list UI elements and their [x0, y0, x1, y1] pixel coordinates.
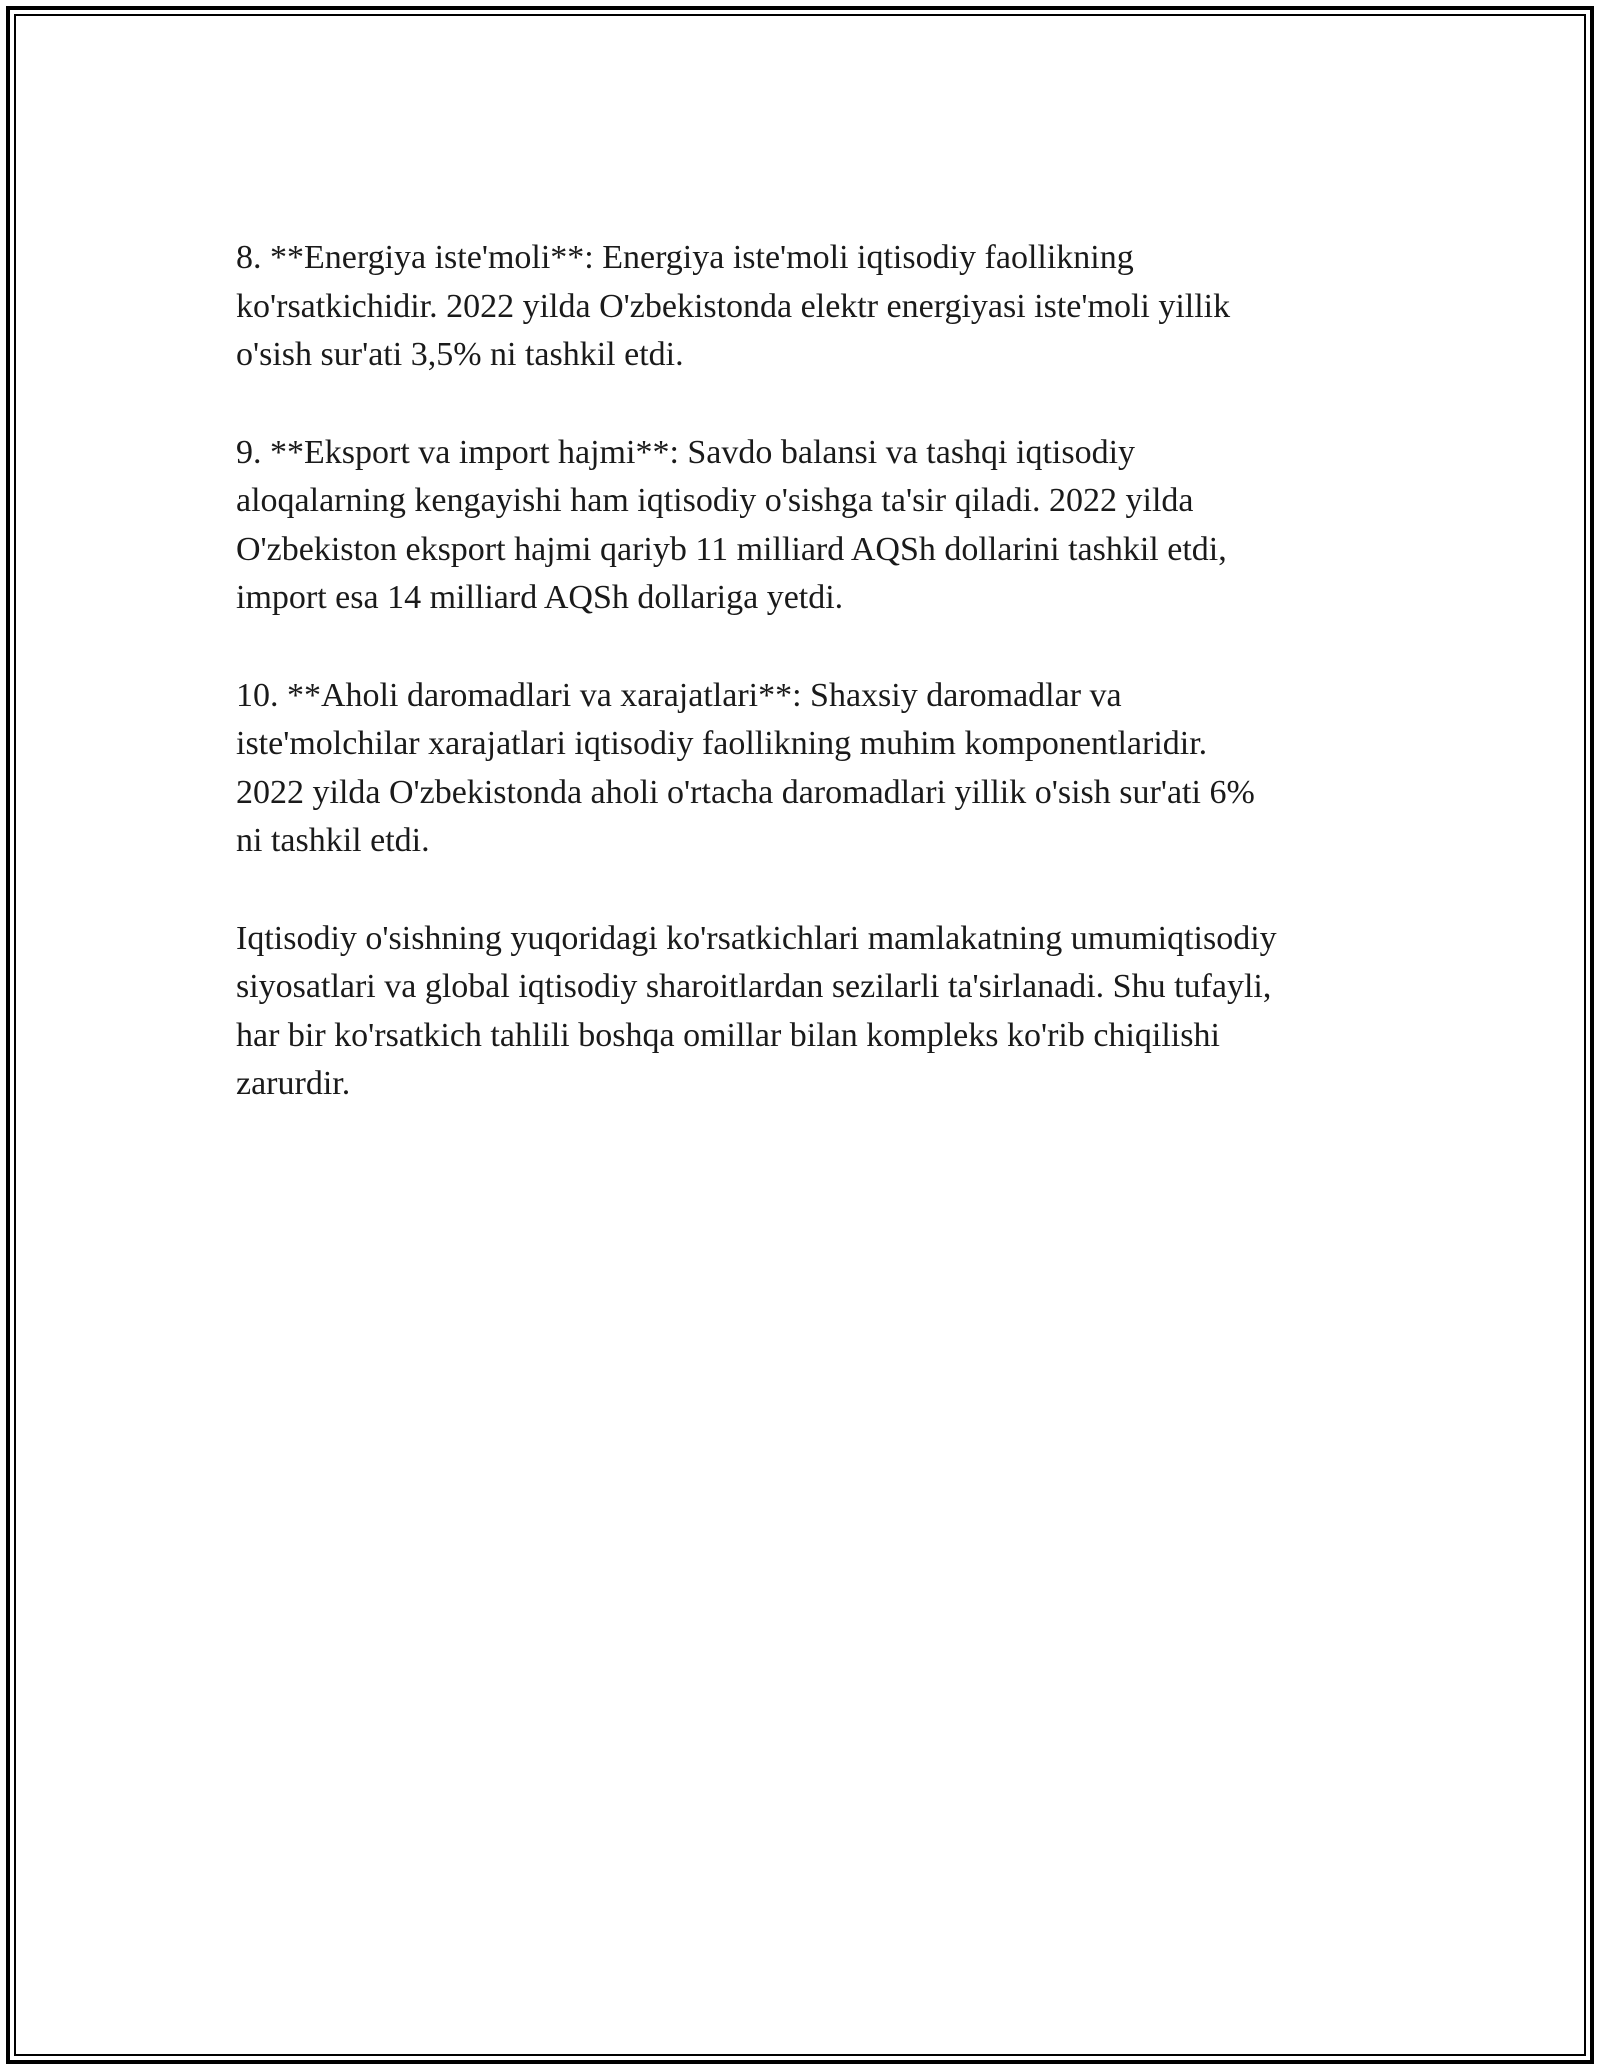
text-line: 2022 yilda O'zbekistonda aholi o'rtacha daromadlari yillik o'sish sur'ati 6% [236, 773, 1255, 811]
text-line: aloqalarning kengayishi ham iqtisodiy o'sishga ta'sir qiladi. 2022 yilda [236, 482, 1194, 519]
document-body [236, 234, 1386, 1158]
text-line: zarurdir. [236, 1065, 351, 1102]
text-line: 10. **Aholi daromadlari va xarajatlari**: Shaxsiy daromadlar va [236, 676, 1122, 714]
text-line: ko'rsatkichidir. 2022 yilda O'zbekistonda elektr energiyasi iste'moli yillik [236, 287, 1231, 325]
text-line: Iqtisodiy o'sishning yuqoridagi ko'rsatkichlari mamlakatning umumiqtisodiy [236, 919, 1277, 957]
text-line: O'zbekiston eksport hajmi qariyb 11 milliard AQSh dollarini tashkil etdi, [236, 530, 1227, 568]
text-line: o'sish sur'ati 3,5% ni tashkil etdi. [236, 336, 684, 373]
paragraph-energy-consumption [236, 234, 1386, 380]
text-line: 8. **Energiya iste'moli**: Energiya iste'moli iqtisodiy faollikning [236, 239, 1134, 276]
text-line: 9. **Eksport va import hajmi**: Savdo balansi va tashqi iqtisodiy [236, 433, 1136, 471]
paragraph-export-import [236, 429, 1386, 623]
text-line: ni tashkil etdi. [236, 822, 430, 859]
paragraph-conclusion [236, 915, 1386, 1109]
text-line: iste'molchilar xarajatlari iqtisodiy faollikning muhim komponentlaridir. [236, 725, 1208, 762]
paragraph-household-income [236, 672, 1386, 866]
text-line: siyosatlari va global iqtisodiy sharoitlardan sezilarli ta'sirlanadi. Shu tufayli, [236, 968, 1272, 1005]
text-line: import esa 14 milliard AQSh dollariga yetdi. [236, 579, 844, 616]
text-line: har bir ko'rsatkich tahlili boshqa omillar bilan kompleks ko'rib chiqilishi [236, 1016, 1220, 1054]
